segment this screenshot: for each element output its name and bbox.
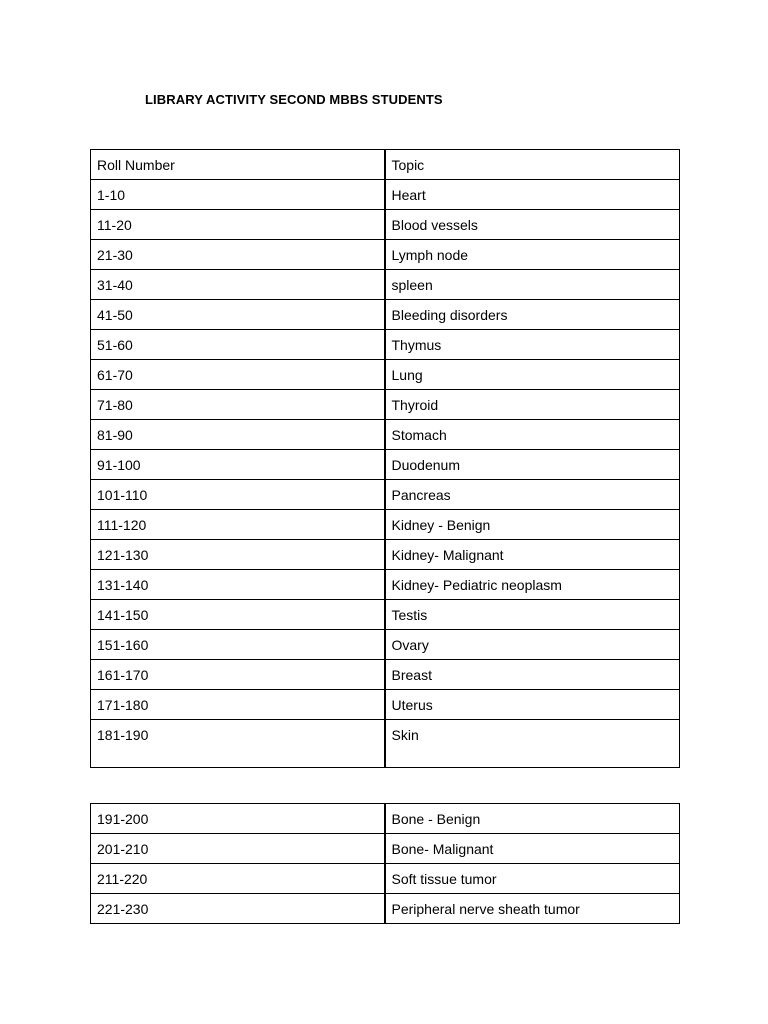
topic-cell: Blood vessels	[385, 210, 680, 240]
topic-cell: Kidney- Pediatric neoplasm	[385, 570, 680, 600]
table-row	[91, 894, 680, 924]
topic-cell: Lymph node	[385, 240, 680, 270]
topic-cell: Kidney - Benign	[385, 510, 680, 540]
roll-number-cell: 151-160	[91, 630, 385, 660]
roll-number-cell: 211-220	[91, 864, 385, 894]
topic-cell: Soft tissue tumor	[385, 864, 680, 894]
topic-cell: Uterus	[385, 690, 680, 720]
topic-cell: Duodenum	[385, 450, 680, 480]
roll-number-cell: 31-40	[91, 270, 385, 300]
topic-cell: spleen	[385, 270, 680, 300]
roll-number-cell: 61-70	[91, 360, 385, 390]
roll-number-cell: Roll Number	[91, 150, 385, 180]
table-row	[91, 300, 680, 330]
table-row	[91, 864, 680, 894]
topic-cell: Topic	[385, 150, 680, 180]
topic-cell: Thymus	[385, 330, 680, 360]
roll-number-cell: 21-30	[91, 240, 385, 270]
roll-topic-table-continued	[90, 803, 680, 924]
topic-cell: Pancreas	[385, 480, 680, 510]
topic-cell: Ovary	[385, 630, 680, 660]
roll-number-cell: 121-130	[91, 540, 385, 570]
roll-topic-table	[90, 149, 680, 768]
roll-number-cell: 181-190	[91, 720, 385, 768]
roll-number-cell: 191-200	[91, 804, 385, 834]
table-row	[91, 660, 680, 690]
table-header-row	[91, 150, 680, 180]
roll-number-cell: 91-100	[91, 450, 385, 480]
roll-number-cell: 131-140	[91, 570, 385, 600]
table-row	[91, 180, 680, 210]
topic-cell: Testis	[385, 600, 680, 630]
table-row	[91, 330, 680, 360]
roll-number-cell: 41-50	[91, 300, 385, 330]
table-row	[91, 570, 680, 600]
table-row	[91, 480, 680, 510]
topic-cell: Breast	[385, 660, 680, 690]
roll-number-cell: 81-90	[91, 420, 385, 450]
table-row	[91, 240, 680, 270]
roll-number-cell: 201-210	[91, 834, 385, 864]
roll-number-cell: 51-60	[91, 330, 385, 360]
table-row	[91, 540, 680, 570]
table-row	[91, 390, 680, 420]
table-row	[91, 270, 680, 300]
roll-number-cell: 141-150	[91, 600, 385, 630]
topic-cell: Thyroid	[385, 390, 680, 420]
roll-number-cell: 221-230	[91, 894, 385, 924]
document-title: LIBRARY ACTIVITY SECOND MBBS STUDENTS	[145, 92, 443, 107]
topic-cell: Bone- Malignant	[385, 834, 680, 864]
table-row	[91, 360, 680, 390]
topic-cell: Lung	[385, 360, 680, 390]
roll-number-cell: 111-120	[91, 510, 385, 540]
table-row	[91, 210, 680, 240]
roll-number-cell: 71-80	[91, 390, 385, 420]
roll-number-cell: 1-10	[91, 180, 385, 210]
table-row	[91, 690, 680, 720]
table-row	[91, 834, 680, 864]
topic-cell: Peripheral nerve sheath tumor	[385, 894, 680, 924]
roll-number-cell: 161-170	[91, 660, 385, 690]
table-row	[91, 450, 680, 480]
topic-cell: Kidney- Malignant	[385, 540, 680, 570]
roll-number-cell: 11-20	[91, 210, 385, 240]
topic-cell: Bone - Benign	[385, 804, 680, 834]
roll-number-cell: 171-180	[91, 690, 385, 720]
roll-number-cell: 101-110	[91, 480, 385, 510]
table-row	[91, 510, 680, 540]
table-row	[91, 630, 680, 660]
table-row	[91, 720, 680, 768]
topic-cell: Heart	[385, 180, 680, 210]
topic-cell: Bleeding disorders	[385, 300, 680, 330]
table-row	[91, 420, 680, 450]
topic-cell: Skin	[385, 720, 680, 768]
topic-cell: Stomach	[385, 420, 680, 450]
table-row	[91, 804, 680, 834]
table-row	[91, 600, 680, 630]
